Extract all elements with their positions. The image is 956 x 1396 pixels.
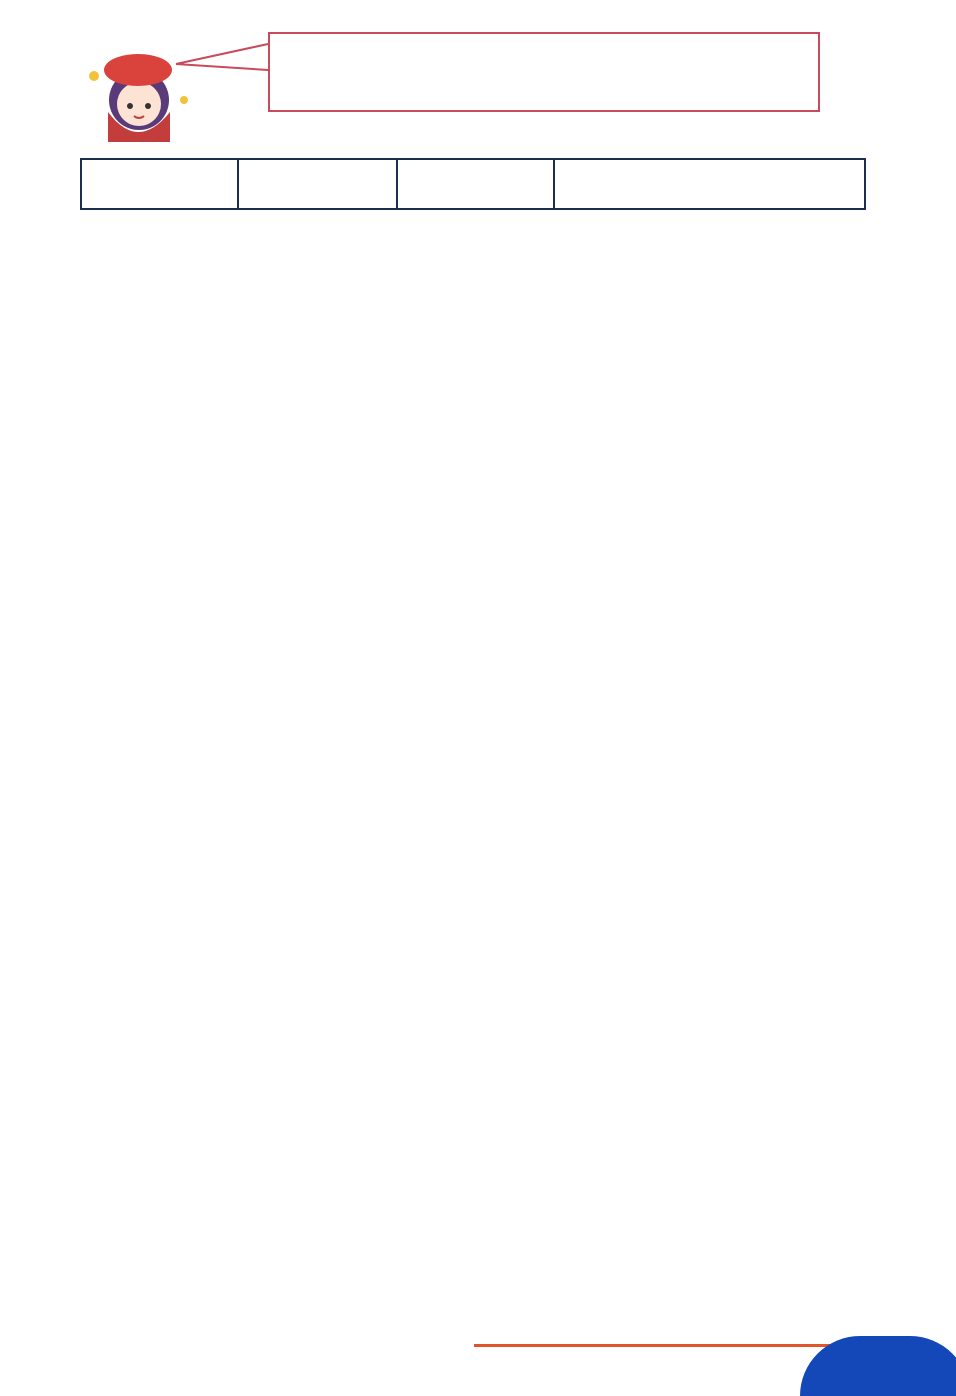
character-table [80,158,866,210]
col-header-char [81,159,238,209]
girl-mascot-icon [78,42,198,142]
table-header-row [81,159,865,209]
footer-brand [548,1310,808,1344]
watermark-text [30,694,956,774]
col-header-radical [397,159,554,209]
textbook-page-ref [600,124,740,156]
lesson-title [268,32,820,112]
col-header-strokes [238,159,397,209]
footer-rule [474,1344,854,1347]
col-header-words [554,159,865,209]
